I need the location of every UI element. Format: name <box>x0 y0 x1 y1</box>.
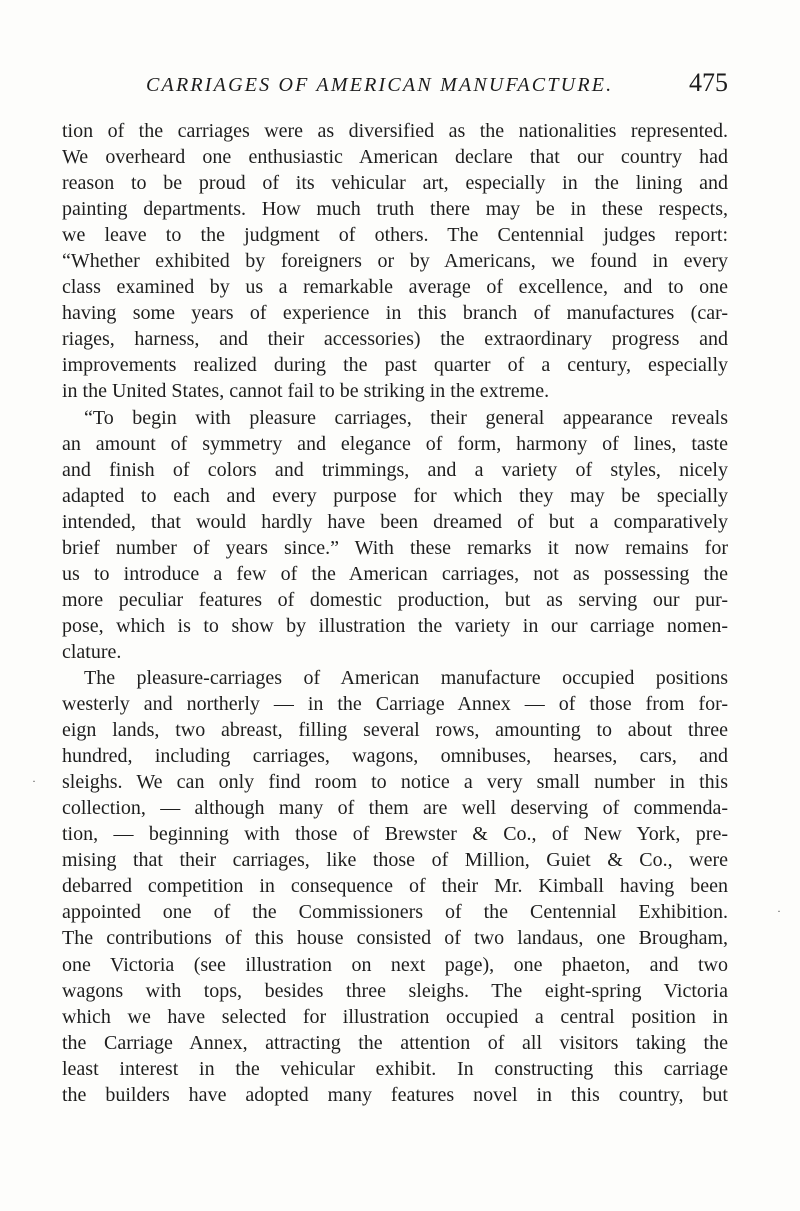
text-line: in the United States, cannot fail to be striking in the extreme. <box>62 380 550 403</box>
text-line: wagons with tops, besides three sleighs. The eight-spring Victoria <box>62 979 728 1002</box>
text-line: reason to be proud of its vehicular art, especially in the lining and <box>62 172 728 195</box>
margin-speck: · <box>777 904 781 918</box>
text-line: “To begin with pleasure carriages, their general appearance reveals <box>84 406 728 429</box>
text-line: more peculiar features of domestic production, but as serving our pur- <box>62 588 728 611</box>
margin-speck: · <box>32 774 36 788</box>
text-line: improvements realized during the past quarter of a century, especially <box>62 354 728 377</box>
text-line: we leave to the judgment of others. The Centennial judges report: <box>62 224 728 247</box>
text-line: eign lands, two abreast, filling several rows, amounting to about three <box>62 719 728 742</box>
text-line: brief number of years since.” With these remarks it now remains for <box>62 536 728 559</box>
body-text <box>62 118 728 1108</box>
text-line: having some years of experience in this branch of manufactures (car- <box>62 302 728 325</box>
text-line: and finish of colors and trimmings, and a variety of styles, nicely <box>62 458 728 481</box>
text-line: The contributions of this house consisted of two landaus, one Brougham, <box>62 927 728 950</box>
text-line: adapted to each and every purpose for which they may be specially <box>62 484 728 507</box>
text-line: one Victoria (see illustration on next page), one phaeton, and two <box>62 953 728 976</box>
text-line: The pleasure-carriages of American manufacture occupied positions <box>84 666 728 689</box>
text-line: which we have selected for illustration occupied a central position in <box>62 1005 728 1028</box>
text-line: painting departments. How much truth there may be in these respects, <box>62 198 728 221</box>
text-line: least interest in the vehicular exhibit. In constructing this carriage <box>62 1057 728 1080</box>
running-title: CARRIAGES OF AMERICAN MANUFACTURE. <box>146 74 614 96</box>
text-line: riages, harness, and their accessories) the extraordinary progress and <box>62 328 728 351</box>
text-line: westerly and northerly — in the Carriage Annex — of those from for- <box>62 693 728 716</box>
text-line: intended, that would hardly have been dreamed of but a comparatively <box>62 510 728 533</box>
text-line: an amount of symmetry and elegance of form, harmony of lines, taste <box>62 432 728 455</box>
text-line: “Whether exhibited by foreigners or by Americans, we found in every <box>62 250 728 273</box>
text-line: debarred competition in consequence of their Mr. Kimball having been <box>62 875 728 898</box>
text-line: appointed one of the Commissioners of the Centennial Exhibition. <box>62 901 728 924</box>
text-line: We overheard one enthusiastic American declare that our country had <box>62 146 728 169</box>
text-line: tion of the carriages were as diversified as the nationalities represented. <box>62 120 728 142</box>
text-line: class examined by us a remarkable average of excellence, and to one <box>62 276 728 299</box>
text-line: hundred, including carriages, wagons, omnibuses, hearses, cars, and <box>62 745 728 768</box>
text-line: pose, which is to show by illustration the variety in our carriage nomen- <box>62 614 728 637</box>
text-line: clature. <box>62 640 122 663</box>
text-line: collection, — although many of them are well deserving of commenda- <box>62 797 728 820</box>
page-number: 475 <box>689 68 728 97</box>
text-line: the builders have adopted many features novel in this country, but <box>62 1083 728 1106</box>
running-header <box>62 68 730 104</box>
text-line: sleighs. We can only find room to notice a very small number in this <box>62 771 728 794</box>
text-line: us to introduce a few of the American carriages, not as possessing the <box>62 562 728 585</box>
text-line: tion, — beginning with those of Brewster & Co., of New York, pre- <box>62 823 728 846</box>
text-line: mising that their carriages, like those of Million, Guiet & Co., were <box>62 849 728 872</box>
text-line: the Carriage Annex, attracting the attention of all visitors taking the <box>62 1031 728 1054</box>
